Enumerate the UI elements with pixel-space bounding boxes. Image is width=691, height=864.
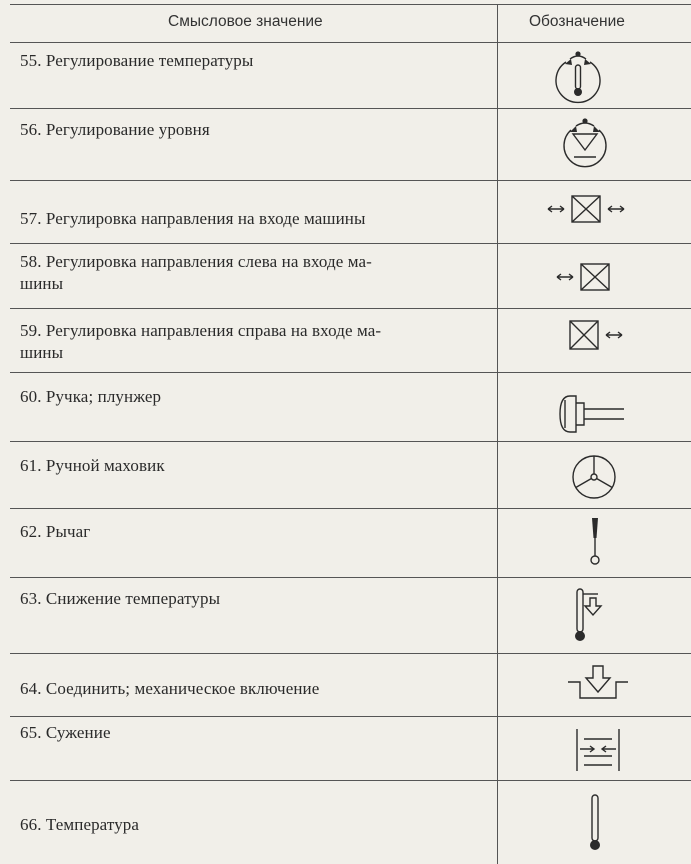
table-row-60-term: 60. Ручка; плунжер — [20, 387, 162, 406]
row-divider — [10, 180, 691, 181]
row-divider — [10, 243, 691, 244]
handwheel-icon — [570, 453, 618, 501]
table-row-65-term: 65. Сужение — [20, 723, 111, 742]
row-divider — [10, 372, 691, 373]
narrowing-icon — [574, 727, 622, 773]
table-row-58-term: 58. Регулировка направления слева на входе ма- шины — [20, 252, 372, 293]
column-header-meaning: Смысловое значение — [168, 13, 323, 30]
column-divider — [497, 4, 498, 864]
row-divider — [10, 716, 691, 717]
row-divider — [10, 577, 691, 578]
row-divider — [10, 780, 691, 781]
direction-right-icon — [568, 318, 628, 352]
knob-plunger-icon — [556, 391, 628, 437]
row-divider — [10, 108, 691, 109]
table-row-63-term: 63. Снижение температуры — [20, 589, 221, 608]
table-row-61-term: 61. Ручной маховик — [20, 456, 165, 475]
row-divider — [10, 508, 691, 509]
level-regulation-icon — [560, 116, 610, 166]
lever-icon — [584, 516, 606, 566]
table-row-66-term: 66. Температура — [20, 815, 140, 834]
mechanical-engage-icon — [566, 662, 630, 706]
table-row-64-term: 64. Соединить; механическое включение — [20, 679, 320, 698]
direction-both-sides-icon — [546, 194, 638, 224]
table-rule — [10, 4, 691, 5]
table-row-56-term: 56. Регулирование уровня — [20, 120, 210, 139]
temperature-decrease-icon — [570, 586, 610, 646]
row-divider — [10, 653, 691, 654]
thermometer-icon — [583, 792, 607, 856]
column-header-symbol: Обозначение — [529, 13, 625, 30]
table-row-62-term: 62. Рычаг — [20, 522, 91, 541]
row-divider — [10, 441, 691, 442]
temperature-regulation-icon — [552, 50, 604, 102]
row-divider — [10, 308, 691, 309]
table-row-57-term: 57. Регулировка направления на входе машины — [20, 209, 366, 228]
table-row-59-term: 59. Регулировка направления справа на входе ма- шины — [20, 321, 382, 362]
direction-left-icon — [556, 261, 616, 293]
table-rule — [10, 42, 691, 43]
table-row-55-term: 55. Регулирование температуры — [20, 51, 254, 70]
